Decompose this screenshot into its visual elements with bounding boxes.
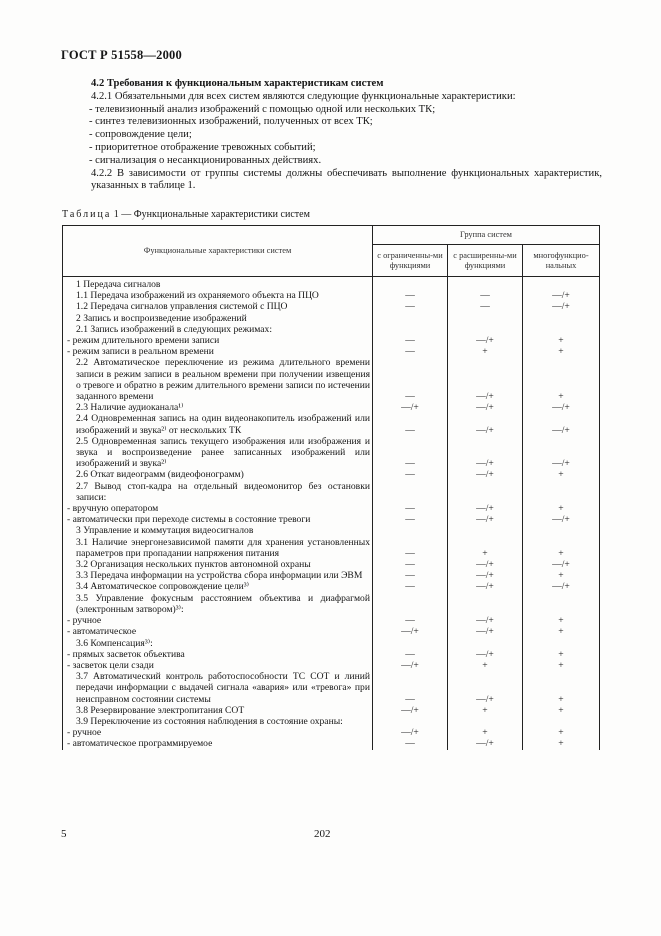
bullet-item: - синтез телевизионных изображений, полученных от всех ТК; [89, 116, 373, 128]
row-characteristic: - автоматически при переходе системы в состояние тревоги [63, 514, 373, 525]
cell-limited: — [373, 357, 448, 402]
table-row [63, 525, 600, 536]
cell-multifunctional: + [523, 671, 600, 705]
table-caption [62, 209, 310, 220]
page-number: 5 [61, 828, 67, 840]
cell-limited: — [373, 671, 448, 705]
cell-extended: —/+ [448, 649, 523, 660]
bullet-item: - приоритетное отображение тревожных событий; [89, 141, 316, 153]
cell-multifunctional: + [523, 660, 600, 671]
row-characteristic: 2.3 Наличие аудиоканала¹⁾ [63, 402, 373, 413]
bullet-item: - сигнализация о несанкционированных действиях. [89, 154, 322, 166]
cell-limited: — [373, 346, 448, 357]
paragraph-4-2-2: 4.2.2 В зависимости от группы системы должны обеспечивать выполнение функциональных характеристик, указанных в таблице 1. [91, 167, 602, 192]
row-characteristic: - вручную оператором [63, 503, 373, 514]
row-characteristic: 2.5 Одновременная запись текущего изображения или изображения и звука и воспроизведение ранее записанных изображений или изображений и звука²⁾ [63, 436, 373, 470]
table-row [63, 313, 600, 324]
cell-extended: —/+ [448, 436, 523, 470]
row-characteristic: - режим записи в реальном времени [63, 346, 373, 357]
row-characteristic: 1 Передача сигналов [63, 277, 373, 291]
cell-multifunctional: —/+ [523, 514, 600, 525]
cell-extended: + [448, 660, 523, 671]
cell-multifunctional: + [523, 705, 600, 716]
table-row [63, 537, 600, 559]
row-characteristic: 3.6 Компенсация³⁾: [63, 638, 373, 649]
table-row [63, 593, 600, 615]
cell-limited: — [373, 649, 448, 660]
cell-multifunctional: + [523, 738, 600, 749]
document-header: ГОСТ Р 51558—2000 [61, 48, 182, 62]
row-characteristic: 3.3 Передача информации на устройства сбора информации или ЭВМ [63, 570, 373, 581]
cell-limited: —/+ [373, 727, 448, 738]
row-characteristic: 3.7 Автоматический контроль работоспособности ТС СОТ и линий передачи информации с выдачей сигнала «авария» или «тревога» при неисправном состоянии системы [63, 671, 373, 705]
cell-limited: —/+ [373, 626, 448, 637]
cell-multifunctional [523, 593, 600, 615]
cell-extended: —/+ [448, 671, 523, 705]
cell-multifunctional: —/+ [523, 402, 600, 413]
cell-multifunctional: —/+ [523, 290, 600, 301]
row-characteristic: 2.7 Вывод стоп-кадра на отдельный видеомонитор без остановки записи: [63, 481, 373, 503]
row-characteristic: - автоматическое [63, 626, 373, 637]
table-row [63, 581, 600, 592]
cell-extended [448, 481, 523, 503]
cell-limited: — [373, 436, 448, 470]
cell-extended: —/+ [448, 514, 523, 525]
cell-multifunctional: —/+ [523, 436, 600, 470]
table-row [63, 481, 600, 503]
row-characteristic: 3.9 Переключение из состояния наблюдения в состояние охраны: [63, 716, 373, 727]
cell-extended [448, 716, 523, 727]
table-row [63, 570, 600, 581]
cell-extended: —/+ [448, 738, 523, 749]
cell-extended: —/+ [448, 469, 523, 480]
cell-limited: — [373, 581, 448, 592]
row-characteristic: 3 Управление и коммутация видеосигналов [63, 525, 373, 536]
cell-multifunctional: + [523, 503, 600, 514]
cell-extended: + [448, 346, 523, 357]
functional-characteristics-table [62, 225, 600, 750]
row-characteristic: - засветок цели сзади [63, 660, 373, 671]
cell-multifunctional [523, 277, 600, 291]
bullet-item: - телевизионный анализ изображений с помощью одной или нескольких ТК; [89, 103, 436, 115]
header-system-group: Группа систем [373, 226, 600, 245]
cell-extended [448, 593, 523, 615]
paragraph-4-2-1: 4.2.1 Обязательными для всех систем являются следующие функциональные характеристики: [91, 90, 516, 102]
table-row [63, 638, 600, 649]
table-row [63, 357, 600, 402]
cell-extended: —/+ [448, 559, 523, 570]
cell-multifunctional [523, 638, 600, 649]
table-row [63, 335, 600, 346]
row-characteristic: 3.2 Организация нескольких пунктов автономной охраны [63, 559, 373, 570]
table-row [63, 469, 600, 480]
cell-multifunctional [523, 525, 600, 536]
cell-limited: — [373, 559, 448, 570]
header-multifunctional: многофункцио-нальных [523, 245, 600, 277]
cell-limited: —/+ [373, 705, 448, 716]
cell-extended: —/+ [448, 335, 523, 346]
cell-limited: — [373, 615, 448, 626]
table-caption-text: 1 — Функциональные характеристики систем [111, 209, 310, 220]
cell-limited: — [373, 570, 448, 581]
cell-multifunctional [523, 716, 600, 727]
cell-limited [373, 481, 448, 503]
table-row [63, 277, 600, 291]
table-row [63, 615, 600, 626]
cell-extended: — [448, 301, 523, 312]
cell-multifunctional [523, 313, 600, 324]
cell-limited [373, 277, 448, 291]
cell-extended: —/+ [448, 581, 523, 592]
row-characteristic: 3.1 Наличие энергонезависимой памяти для хранения установленных параметров при пропадании напряжения питания [63, 537, 373, 559]
cell-multifunctional: + [523, 346, 600, 357]
row-characteristic: 1.2 Передача сигналов управления системой с ПЦО [63, 301, 373, 312]
row-characteristic: - ручное [63, 615, 373, 626]
cell-extended: —/+ [448, 626, 523, 637]
cell-limited [373, 716, 448, 727]
cell-multifunctional: —/+ [523, 581, 600, 592]
table-row [63, 514, 600, 525]
cell-extended: —/+ [448, 570, 523, 581]
cell-limited: — [373, 514, 448, 525]
table-row [63, 705, 600, 716]
cell-extended [448, 638, 523, 649]
row-characteristic: 3.4 Автоматическое сопровождение цели³⁾ [63, 581, 373, 592]
cell-extended: — [448, 290, 523, 301]
cell-multifunctional: + [523, 570, 600, 581]
table-row [63, 301, 600, 312]
header-characteristics: Функциональные характеристики систем [63, 226, 373, 277]
cell-extended: + [448, 727, 523, 738]
row-characteristic: - автоматическое программируемое [63, 738, 373, 749]
table-row [63, 436, 600, 470]
cell-multifunctional: + [523, 615, 600, 626]
cell-multifunctional: + [523, 357, 600, 402]
section-title: 4.2 Требования к функциональным характеристикам систем [91, 78, 384, 89]
cell-limited [373, 638, 448, 649]
cell-limited: — [373, 738, 448, 749]
cell-multifunctional: + [523, 727, 600, 738]
cell-limited: — [373, 469, 448, 480]
cell-extended [448, 324, 523, 335]
cell-multifunctional: + [523, 626, 600, 637]
cell-limited: —/+ [373, 402, 448, 413]
bullet-item: - сопровождение цели; [89, 129, 192, 141]
cell-extended [448, 313, 523, 324]
table-row [63, 649, 600, 660]
table-row [63, 290, 600, 301]
cell-multifunctional: + [523, 649, 600, 660]
cell-limited: — [373, 503, 448, 514]
row-characteristic: - ручное [63, 727, 373, 738]
cell-multifunctional: —/+ [523, 559, 600, 570]
cell-multifunctional [523, 324, 600, 335]
cell-multifunctional: —/+ [523, 301, 600, 312]
bullet-list [62, 104, 602, 168]
table-row [63, 727, 600, 738]
section-4-2 [62, 78, 602, 193]
table-row [63, 413, 600, 435]
table-row [63, 716, 600, 727]
cell-extended: —/+ [448, 357, 523, 402]
cell-limited [373, 525, 448, 536]
cell-extended [448, 277, 523, 291]
row-characteristic: - режим длительного времени записи [63, 335, 373, 346]
cell-limited: —/+ [373, 660, 448, 671]
cell-multifunctional: —/+ [523, 413, 600, 435]
cell-multifunctional: + [523, 469, 600, 480]
row-characteristic: 1.1 Передача изображений из охраняемого объекта на ПЦО [63, 290, 373, 301]
cell-multifunctional [523, 481, 600, 503]
table-caption-label: Таблица [62, 209, 112, 220]
table-row [63, 660, 600, 671]
header-limited: с ограниченны-ми функциями [373, 245, 448, 277]
row-characteristic: 2.4 Одновременная запись на один видеонакопитель изображений или изображений и звука²⁾ от нескольких ТК [63, 413, 373, 435]
row-characteristic: 2.2 Автоматическое переключение из режима длительного времени записи в режим записи в реальном времени при получении извещения о тревоге и обратно в режим длительного времени записи по истечении заданного времени [63, 357, 373, 402]
table-row [63, 503, 600, 514]
cell-limited: — [373, 301, 448, 312]
row-characteristic: 3.5 Управление фокусным расстоянием объектива и диафрагмой (электронным затвором)³⁾: [63, 593, 373, 615]
cell-extended: + [448, 705, 523, 716]
cell-limited [373, 324, 448, 335]
table-row [63, 346, 600, 357]
cell-limited [373, 313, 448, 324]
row-characteristic: 2.1 Запись изображений в следующих режимах: [63, 324, 373, 335]
table-row [63, 402, 600, 413]
sheet-number: 202 [314, 828, 331, 840]
cell-limited: — [373, 290, 448, 301]
row-characteristic: - прямых засветок объектива [63, 649, 373, 660]
cell-multifunctional: + [523, 537, 600, 559]
cell-extended: —/+ [448, 503, 523, 514]
cell-extended: —/+ [448, 402, 523, 413]
table-row [63, 671, 600, 705]
table-body [63, 277, 600, 750]
row-characteristic: 2 Запись и воспроизведение изображений [63, 313, 373, 324]
header-extended: с расширенны-ми функциями [448, 245, 523, 277]
cell-limited: — [373, 537, 448, 559]
cell-limited: — [373, 335, 448, 346]
table-row [63, 324, 600, 335]
row-characteristic: 3.8 Резервирование электропитания СОТ [63, 705, 373, 716]
table-row [63, 626, 600, 637]
cell-extended [448, 525, 523, 536]
cell-limited: — [373, 413, 448, 435]
row-characteristic: 2.6 Откат видеограмм (видеофонограмм) [63, 469, 373, 480]
table-row [63, 559, 600, 570]
table-row [63, 738, 600, 749]
cell-extended: —/+ [448, 615, 523, 626]
cell-limited [373, 593, 448, 615]
cell-multifunctional: + [523, 335, 600, 346]
cell-extended: + [448, 537, 523, 559]
cell-extended: —/+ [448, 413, 523, 435]
